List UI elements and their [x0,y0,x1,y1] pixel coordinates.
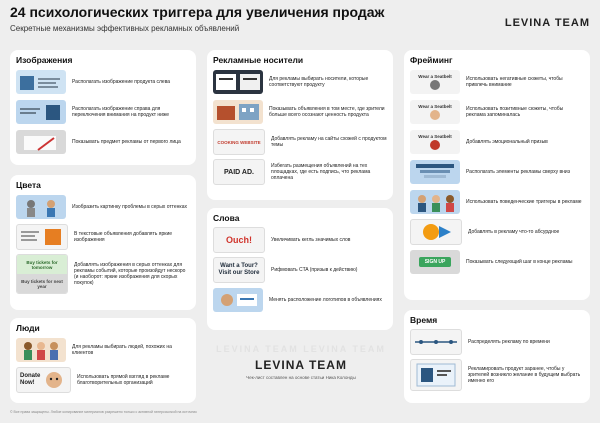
list-item [410,99,584,125]
item-text: Для рекламы выбирать людей, похожих на клиентов [72,344,172,356]
card-title: Фрейминг [410,55,453,65]
list-item [213,99,387,125]
list-item [213,69,387,95]
list-item [410,159,584,185]
seatbelt-label: Wear a Seatbelt [418,133,452,139]
item-text: Изобразить картинку проблемы в серых оттенках [72,204,188,210]
seatbelt-negative-image [410,70,460,94]
card-colors [10,175,196,310]
list-item [16,337,190,363]
similar-people-image [16,338,66,362]
list-item [213,129,387,155]
tour-image [213,257,265,283]
list-item [410,359,584,391]
card-title: Изображения [16,55,73,65]
card-media [207,50,393,200]
behavior-image [410,190,460,214]
item-text: В текстовые объявления добавлять яркие изображения [74,231,173,243]
list-item [213,257,387,283]
list-item [410,249,584,275]
card-title: Слова [213,213,240,223]
page-title: 24 психологических триггера для увеличения продаж [10,4,385,20]
item-text: Распределять рекламу по времени [468,339,550,345]
donate-image [16,367,71,393]
item-text: Использовать позитивные сюжеты, чтобы реклама запоминалась [466,106,564,118]
item-text: Увеличивать кегль значимых слов [271,237,351,243]
product-right-image [16,100,66,124]
item-text: Рифмовать CTA (призыв к действию) [271,267,358,273]
item-text: Располагать изображение продукта слева [72,79,171,85]
next-step-image [410,250,460,274]
list-item [410,69,584,95]
bottom-brand-caption: Чек-лист составлен на основе статьи Ника Колонды [246,375,356,380]
sign-up-button: SIGN UP [419,257,452,267]
product-left-image [16,70,66,94]
future-image [410,359,462,391]
list-item [213,287,387,313]
cooking-website-label: COOKING WEBSITE [217,139,261,145]
item-text: Избегать размещения объявлений на тех площадках, где есть подпись, что реклама оплачена [271,163,371,181]
paid-ad-label: PAID AD. [224,168,254,176]
card-time [404,310,590,403]
list-item [410,189,584,215]
bottom-brand [208,358,394,380]
seatbelt-label: Wear a Seatbelt [418,73,452,79]
list-item [213,159,387,185]
card-title: Люди [16,323,40,333]
tickets-next-year-label: Buy tickets for next year [17,274,67,293]
list-item [410,329,584,355]
card-title: Рекламные носители [213,55,304,65]
card-title: Время [410,315,438,325]
item-text: Для рекламы выбирать носители, которые соответствуют продукту [269,76,369,88]
item-text: Добавлять в рекламу что-то абсурдное [468,229,560,235]
card-words [207,208,393,330]
seatbelt-emotional-image [410,130,460,154]
item-text: Добавлять изображения в серых оттенках для рекламы событий, которые произойдут нескоро (и наоборот: яркие изображения для скорых покупок) [74,262,186,286]
list-item [16,194,190,220]
list-item [213,227,387,253]
item-text: Показывать объявления в том месте, где зрители больше всего осознают ценность продукта [269,106,385,118]
ouch-label: Ouch! [226,235,252,245]
card-title: Цвета [16,180,41,190]
item-text: Менять расположение логотипов в объявлениях [269,297,382,303]
tickets-tomorrow-label: Buy tickets for tomorrow [17,255,67,274]
item-text: Показывать следующий шаг в конце рекламы [466,259,573,265]
cooking-website-image [213,129,265,155]
card-framing [404,50,590,300]
absurd-image [410,219,462,245]
list-item [16,254,190,294]
footnote: © Все права защищены. Любое копирование материалов разрешено только с активной гиперссылкой на источник [10,410,197,414]
item-text: Добавлять эмоциональный призыв [466,139,548,145]
paid-ad-image [213,159,265,185]
donate-label: Donate Now! [20,373,41,386]
card-images [10,50,196,165]
item-text: Использовать поведенческие триггеры в рекламе [466,199,582,205]
brand-watermark: LEVINA TEAM LEVINA TEAM [216,344,386,354]
seatbelt-label: Wear a Seatbelt [418,103,452,109]
ouch-image [213,227,265,253]
problem-gray-image [16,195,66,219]
top-down-image [410,160,460,184]
item-text: Рекламировать продукт заранее, чтобы у зрителей возникло желание в будущем выбрать именно его [468,366,581,384]
list-item [16,129,190,155]
bottom-brand-title: LEVINA TEAM [255,358,347,372]
item-text: Показывать предмет рекламы от первого лица [72,139,181,145]
card-people [10,318,196,403]
item-text: Располагать изображение справа для переключения внимания на продукт ниже [72,106,170,118]
item-text: Использовать негативные сюжеты, чтобы привлечь внимание [466,76,563,88]
item-text: Располагать элементы рекламы сверху вниз [466,169,571,175]
list-item [16,69,190,95]
header [10,4,590,44]
tickets-image [16,254,68,294]
list-item [16,367,190,393]
tour-label: Want a Tour? Visit our Store [218,263,260,276]
list-item [410,219,584,245]
place-image [213,100,263,124]
page-subtitle: Секретные механизмы эффективных рекламных объявлений [10,24,240,33]
first-person-image [16,130,66,154]
bright-image [16,224,68,250]
timeline-image [410,329,462,355]
list-item [16,224,190,250]
media-image [213,70,263,94]
brand-logo: LEVINA TEAM [504,17,590,29]
item-text: Использовать прямой взгляд в рекламе благотворительных организаций [77,374,170,386]
list-item [16,99,190,125]
seatbelt-positive-image [410,100,460,124]
logo-position-image [213,288,263,312]
item-text: Добавлять рекламу на сайты схожей с продуктом темы [271,136,387,148]
list-item [410,129,584,155]
